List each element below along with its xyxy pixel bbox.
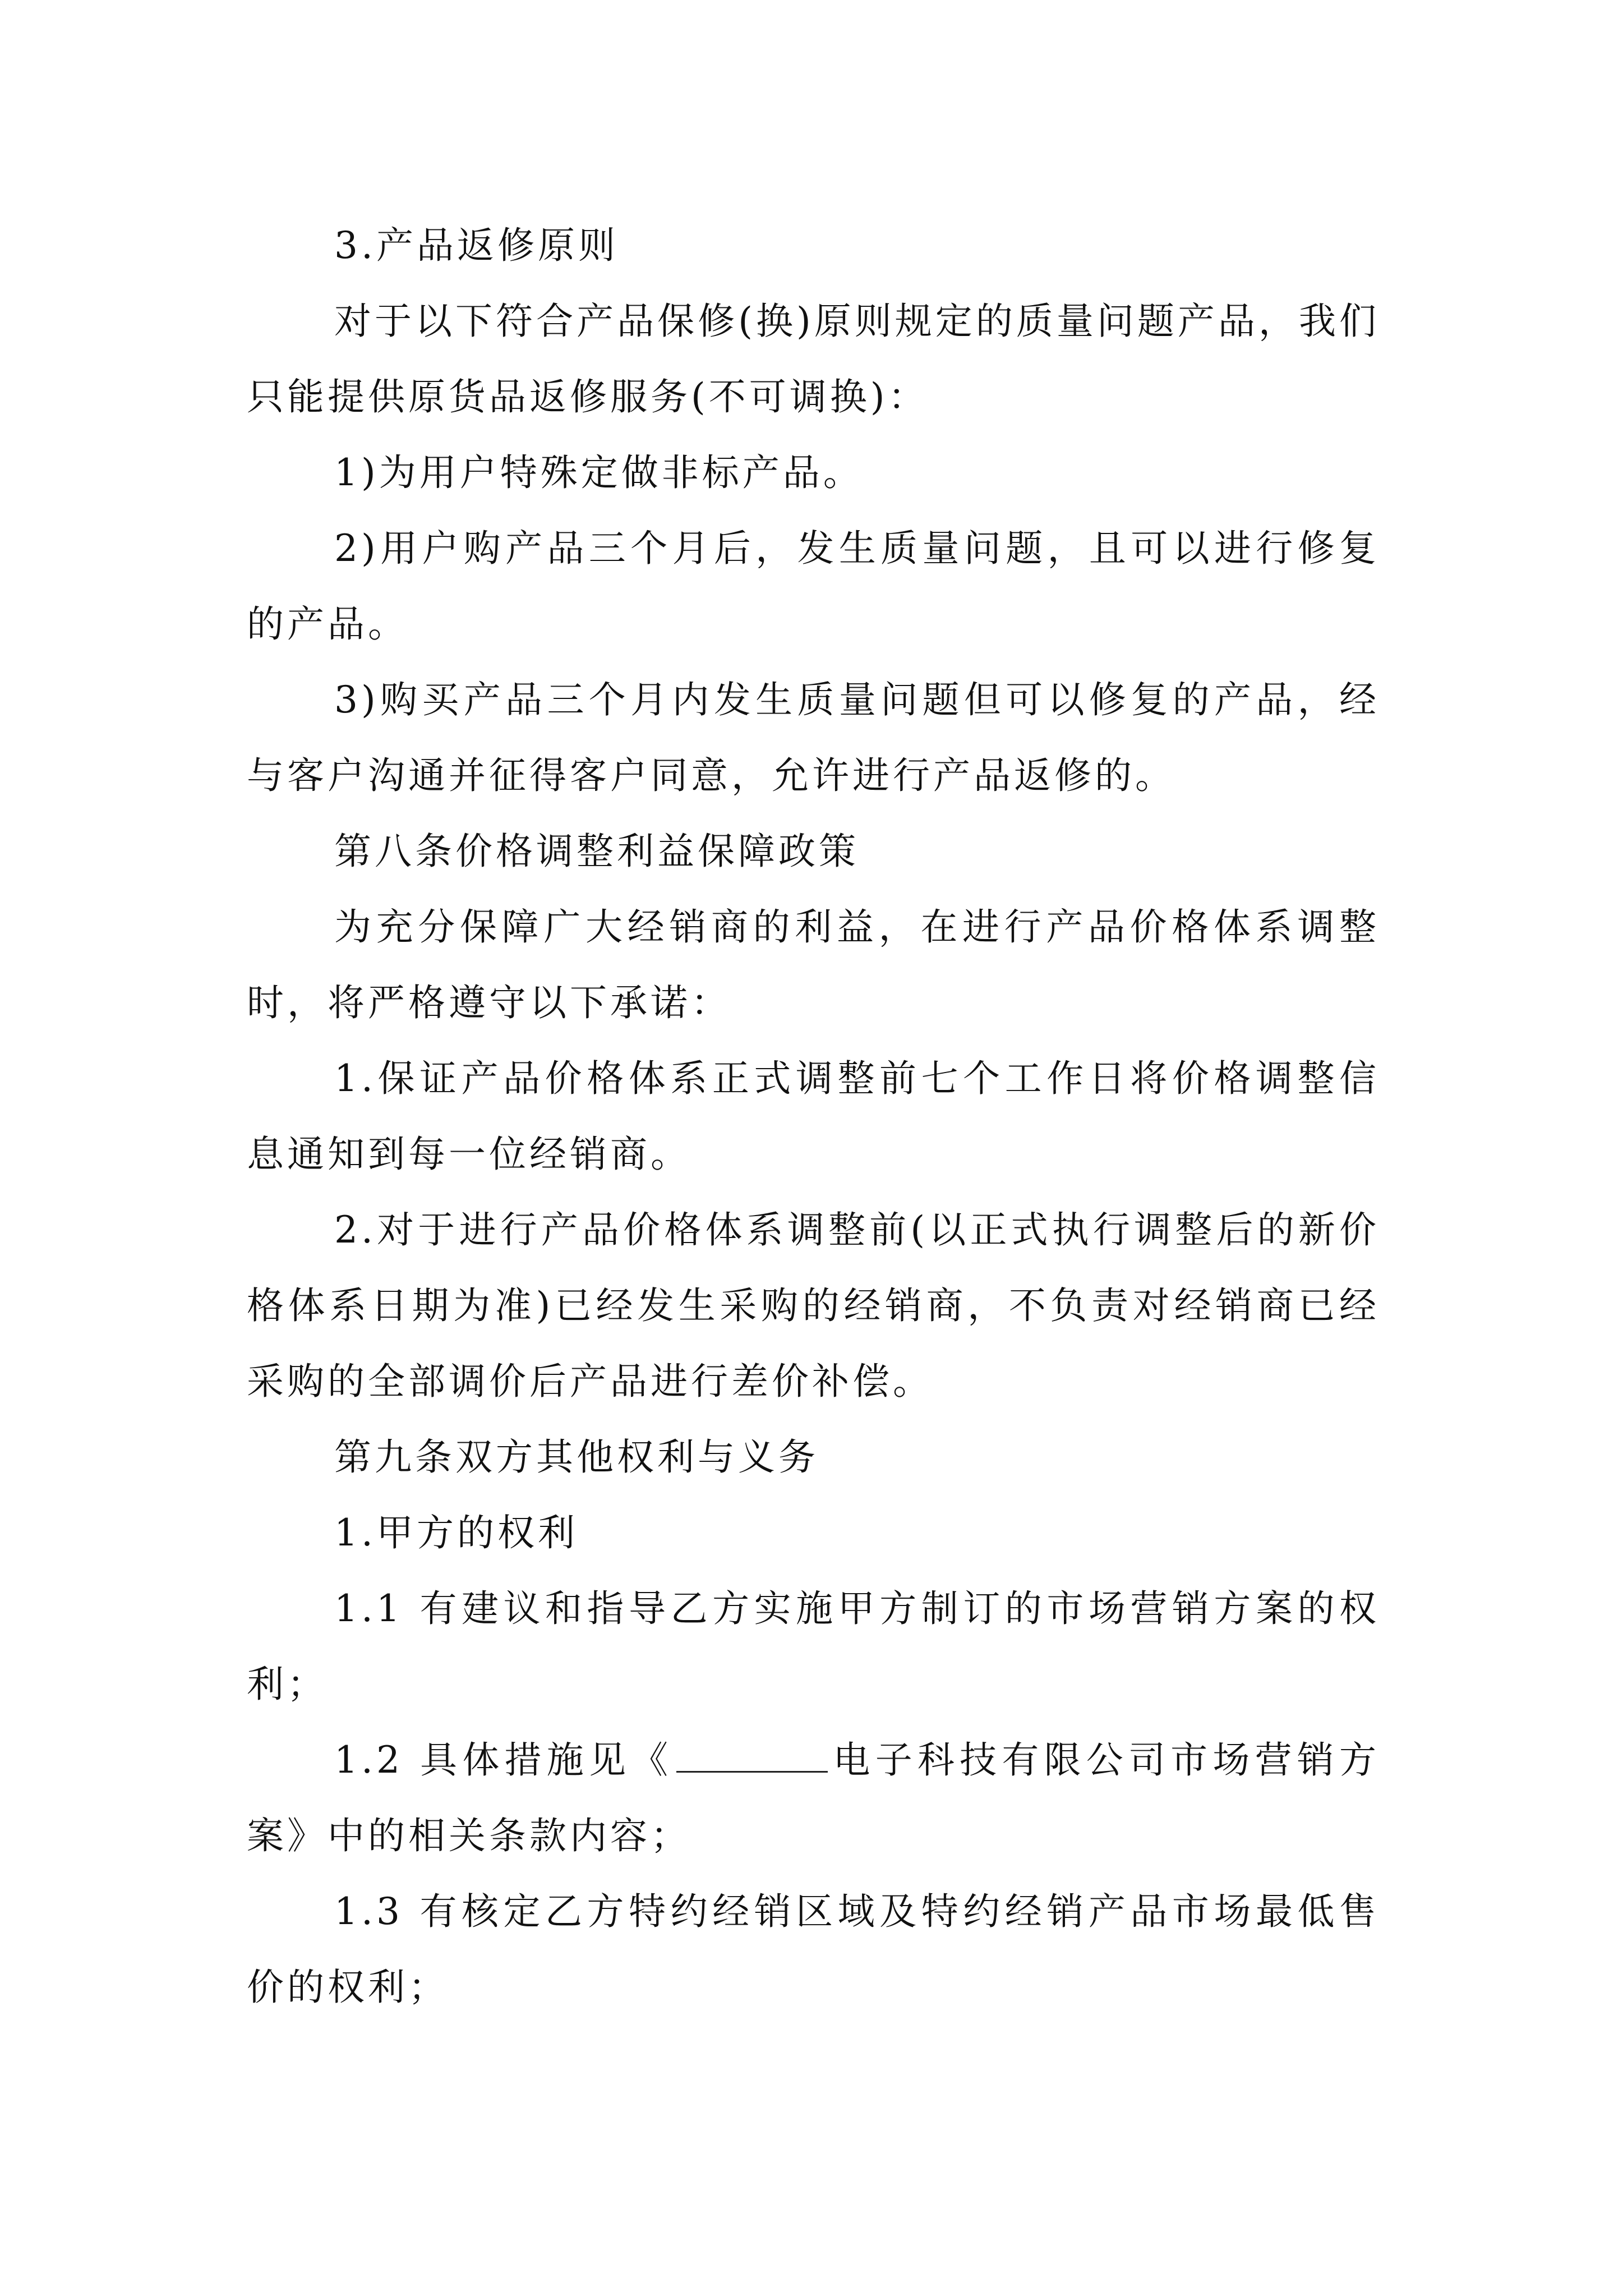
list-item-notice-period: 1.保证产品价格体系正式调整前七个工作日将价格调整信息通知到每一位经销商。: [247, 1057, 1380, 1176]
clause-1-2-suffix: 电子科技有限公司市场营销方案》中的相关条款内容；: [247, 1738, 1380, 1857]
company-name-blank: [676, 1737, 828, 1773]
list-item-no-compensation: 2.对于进行产品价格体系调整前(以正式执行调整后的新价格体系日期为准)已经发生采购的经销商，不负责对经销商已经采购的全部调价后产品进行差价补偿。: [247, 1208, 1380, 1403]
list-item-after-three-months: 2)用户购产品三个月后，发生质量问题，且可以进行修复的产品。: [247, 527, 1380, 646]
list-item-custom-products: 1)为用户特殊定做非标产品。: [334, 451, 864, 494]
article-heading-9: 第九条双方其他权利与义务: [334, 1435, 819, 1479]
article-heading-8: 第八条价格调整利益保障政策: [334, 830, 859, 873]
list-item-within-three-months: 3)购买产品三个月内发生质量问题但可以修复的产品，经与客户沟通并征得客户同意，允许进行产品返修的。: [247, 678, 1380, 797]
clause-1-2: [247, 1722, 1380, 1874]
section-heading-return-repair: 3.产品返修原则: [334, 224, 619, 267]
clause-1-1: 1.1 有建议和指导乙方实施甲方制订的市场营销方案的权利；: [247, 1587, 1380, 1706]
clause-1-2-prefix: 1.2 具体措施见《: [334, 1738, 674, 1782]
document-body: [247, 208, 1380, 2025]
paragraph-price-commitment: 为充分保障广大经销商的利益，在进行产品价格体系调整时，将严格遵守以下承诺：: [247, 905, 1380, 1024]
clause-1-3: 1.3 有核定乙方特约经销区域及特约经销产品市场最低售价的权利；: [247, 1890, 1380, 2009]
paragraph-return-repair-scope: 对于以下符合产品保修(换)原则规定的质量问题产品，我们只能提供原货品返修服务(不可调换)：: [247, 300, 1380, 418]
subheading-party-a-rights: 1.甲方的权利: [334, 1511, 578, 1554]
